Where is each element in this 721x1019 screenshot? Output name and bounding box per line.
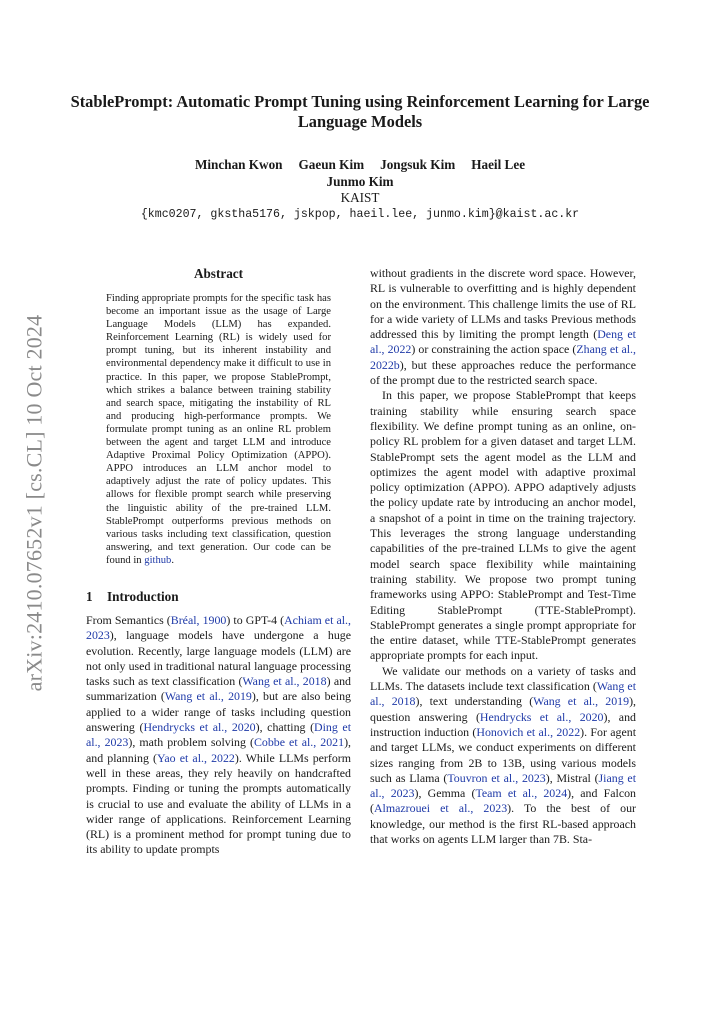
paragraph-text: ), Mistral (	[545, 770, 599, 785]
citation-link[interactable]: Bréal, 1900	[170, 612, 227, 627]
citation-link[interactable]: Cobbe et al., 2021	[253, 735, 345, 750]
paragraph-text: ), Gemma (	[414, 786, 476, 801]
paragraph-text: ), question answering (	[370, 694, 637, 724]
section-number: 1	[86, 588, 93, 604]
abstract-text-end: .	[171, 554, 174, 566]
paragraph-text: ), chatting (	[255, 720, 315, 735]
section-title: Introduction	[107, 588, 179, 604]
citation-link[interactable]: Jiang et al., 2023	[370, 770, 637, 801]
abstract-text: Finding appropriate prompts for the specific task has become an important issue as the usage of Large Language Models (LLM) has expanded. Reinforcement Learning (RL) is widely used for prompt tuning, but its inherent instability and environmental dependency make it difficult to use in practice. In this paper, we propose StablePrompt, which strikes a balance between training stability and search space, mitigating the instability of RL and producing high-performance prompts. We formulate prompt tuning as an online RL problem between the agent and target LLM and introduce Adaptive Proximal Policy Optimization (APPO). APPO introduces an LLM anchor model to adaptively adjust the rate of policy updates. This allows for flexible prompt search while preserving the linguistic ability of the pre-trained LLM. StablePrompt outperforms previous methods on various tasks including text classification, question answering, and text generation. Our code can be found in	[106, 293, 331, 566]
right-column	[370, 266, 636, 847]
paragraph-text: ), and instruction induction (	[370, 709, 636, 739]
section-heading-introduction	[86, 589, 351, 605]
paragraph-text: ), text understanding (	[415, 694, 534, 709]
intro-paragraph	[370, 388, 636, 663]
author-name: Junmo Kim	[326, 174, 394, 189]
author-name: Gaeun Kim	[298, 157, 365, 172]
paragraph-text: ), and Falcon (	[370, 786, 637, 816]
author-name: Minchan Kwon	[194, 157, 283, 172]
citation-link[interactable]: Hendrycks et al., 2020	[479, 709, 604, 724]
author-name: Jongsuk Kim	[380, 157, 456, 172]
abstract-body	[106, 292, 331, 567]
paragraph-text: without gradients in the discrete word space. However, RL is vulnerable to overfitting and is highly dependent on the environment. This challenge limits the use of RL for a wide variety of LLMs and tasks Previous methods addressed this by limiting the prompt length (	[370, 266, 636, 342]
intro-paragraph	[86, 613, 351, 858]
paragraph-text: ), and planning (	[86, 735, 351, 765]
citation-link[interactable]: Wang et al., 2018	[370, 679, 636, 709]
citation-link[interactable]: Deng et al., 2022	[370, 327, 636, 357]
paragraph-text: We validate our methods on a variety of tasks and LLMs. The datasets include text classification (	[370, 663, 636, 694]
citation-link[interactable]: Wang et al., 2019	[533, 694, 630, 709]
abstract-heading: Abstract	[193, 266, 244, 281]
left-column	[86, 266, 351, 858]
paragraph-text: ) to GPT-4 (	[226, 612, 285, 627]
citation-link[interactable]: Wang et al., 2019	[164, 689, 252, 704]
paragraph-text: ), but are also being applied to a wider range of tasks including question answering (	[86, 689, 351, 735]
paragraph-text: ), math problem solving (	[128, 735, 254, 750]
author-name: Haeil Lee	[471, 157, 526, 172]
citation-link[interactable]: Yao et al., 2022	[156, 750, 235, 765]
affiliation: KAIST	[340, 190, 380, 205]
paragraph-text: ) or constraining the action space (	[411, 342, 577, 357]
intro-paragraph	[370, 664, 636, 848]
citation-link[interactable]: Zhang et al., 2022b	[370, 342, 636, 372]
paragraph-text: In this paper, we propose StablePrompt that keeps training stability while ensuring search space flexibility. We define prompt tuning as an online, on-policy RL problem for a given dataset and target LLM. StablePrompt sets the agent model as the LLM and optimizes the agent model with adaptive proximal policy optimization (APPO). APPO adaptively adjusts the policy update rate by introducing an anchor model, a snapshot of a point in time on the training trajectory. This leverages the strong language understanding capabilities of the pre-trained LLMs to give the agent model search space flexibility while maintaining training stability. We propose two prompt tuning frameworks using APPO: StablePrompt and Test-Time Editing StablePrompt (TTE-StablePrompt). StablePrompt generates a single prompt appropriate for the entire dataset, while TTE-StablePrompt generates appropriate prompts for each input.	[370, 388, 636, 663]
citation-link[interactable]: Wang et al., 2018	[242, 674, 327, 689]
intro-paragraph-continued	[370, 266, 636, 388]
paragraph-text: ), but these approaches reduce the performance of the prompt due to the restricted search space.	[370, 357, 636, 388]
citation-link[interactable]: Team et al., 2024	[475, 786, 568, 801]
citation-link[interactable]: Almazrouei et al., 2023	[373, 801, 508, 816]
citation-link[interactable]: Touvron et al., 2023	[447, 770, 546, 785]
paragraph-text: ). To the best of our knowledge, our method is the first RL-based approach that works on agents LLM larger than 7B. Sta-	[370, 801, 636, 846]
arxiv-identifier-text: arXiv:2410.07652v1 [cs.CL] 10 Oct 2024	[21, 314, 47, 692]
paragraph-text: From Semantics (	[86, 612, 171, 627]
citation-link[interactable]: Honovich et al., 2022	[476, 724, 581, 739]
citation-link[interactable]: Ding et al., 2023	[86, 720, 351, 750]
author-emails: {kmc0207, gkstha5176, jskpop, haeil.lee, junmo.kim}@kaist.ac.kr	[140, 208, 580, 221]
citation-link[interactable]: Hendrycks et al., 2020	[143, 720, 256, 735]
paragraph-text: ), language models have undergone a huge evolution. Recently, large language models (LLM) are not only used in traditional natural language processing tasks such as text classification (	[86, 628, 351, 689]
paragraph-text: ) and summarization (	[86, 674, 351, 704]
citation-link[interactable]: Achiam et al., 2023	[86, 612, 351, 643]
paragraph-text: ). For agent and target LLMs, we conduct experiments on different sizes ranging from 2B to 13B, using various models such as Llama (	[370, 724, 637, 785]
arxiv-identifier-stamp	[21, 314, 47, 692]
paragraph-text: ). While LLMs perform well in these areas, they rely heavily on handcrafted prompts. Finding or tuning the prompts automatically is crucial to use and evaluate the ability of LLMs in a wider range of applications. Reinforcement Learning (RL) is a prominent method for prompt tuning due to its ability to update prompts	[86, 750, 352, 857]
author-list	[60, 156, 660, 190]
paper-title: StablePrompt: Automatic Prompt Tuning using Reinforcement Learning for Large Language Models	[70, 92, 650, 131]
github-link[interactable]: github	[144, 554, 172, 566]
